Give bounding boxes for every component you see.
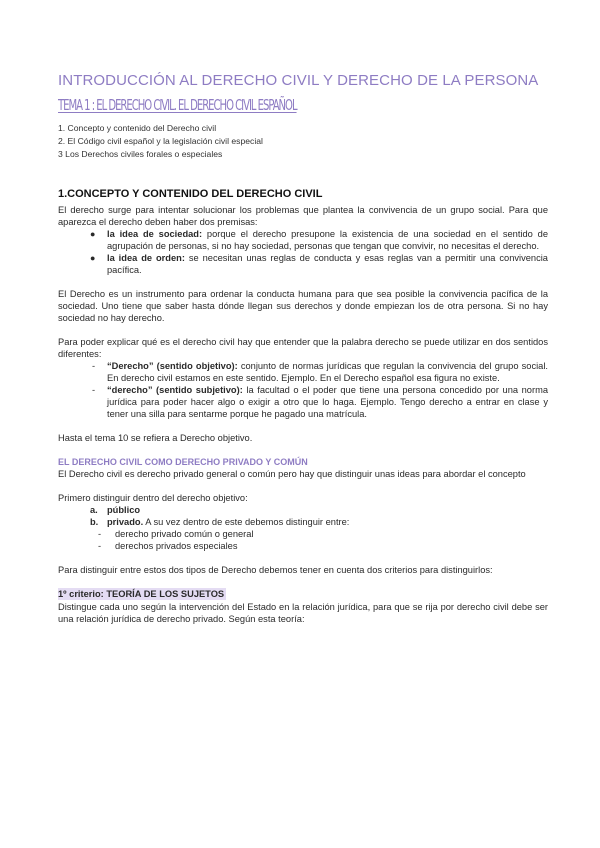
bullet-icon: ● xyxy=(90,253,96,263)
paragraph: Para poder explicar qué es el derecho civil hay que entender que la palabra derecho se puede utilizar en dos sentidos diferentes: xyxy=(58,337,548,359)
criterion-heading: 1º criterio: TEORÍA DE LOS SUJETOS xyxy=(58,589,225,599)
subsection-heading: EL DERECHO CIVIL COMO DERECHO PRIVADO Y COMÚN xyxy=(58,457,308,467)
list-item xyxy=(90,516,548,528)
paragraph: Para distinguir entre estos dos tipos de Derecho debemos tener en cuenta dos criterios para distinguirlos: xyxy=(58,565,493,575)
dash-icon: - xyxy=(98,541,102,551)
law-type-list xyxy=(58,504,548,528)
dash-icon: - xyxy=(92,361,96,371)
document-title: INTRODUCCIÓN AL DERECHO CIVIL Y DERECHO DE LA PERSONA xyxy=(58,72,539,89)
document-body xyxy=(58,188,548,625)
definition: se necesitan unas reglas de conducta y esas reglas van a permitir una convivencia pacífica. xyxy=(107,253,548,275)
dash-icon: - xyxy=(92,385,96,395)
list-item xyxy=(90,504,548,516)
bullet-icon: ● xyxy=(90,229,96,239)
section-heading: 1.CONCEPTO Y CONTENIDO DEL DERECHO CIVIL xyxy=(58,188,323,200)
definition: A su vez dentro de este debemos distinguir entre: xyxy=(143,517,350,527)
list-item xyxy=(90,228,548,252)
table-of-contents xyxy=(58,122,263,161)
definition: porque el derecho presupone la existencia de una sociedad en el sentido de agrupación de personas, si no hay sociedad, personas que tengan que convivir, no necesitas el derecho. xyxy=(107,229,549,251)
paragraph: Distingue cada uno según la intervención del Estado en la relación jurídica, para que se rija por derecho civil debe ser una relación jurídica de derecho privado. Según esta teoría: xyxy=(58,602,548,624)
list-item xyxy=(92,360,548,384)
toc-item: 3 Los Derechos civiles forales o especiales xyxy=(58,149,223,159)
dash-icon: - xyxy=(98,529,102,539)
term: la idea de orden: xyxy=(107,253,185,263)
paragraph: El Derecho es un instrumento para ordenar la conducta humana para que sea posible la convivencia pacífica de la sociedad. Uno tiene que saber hasta dónde llegan sus derechos y donde empiezan los de otra persona. Si no hay sociedad no hay derecho. xyxy=(58,289,548,323)
definition: la facultad o el poder que tiene una persona concedido por una norma jurídica para poder hacer algo o exigir a otro que lo haga. Ejemplo. Tengo derecho a entrar en clase y tener una silla para sentarme porque he pagado una matrícula. xyxy=(107,385,548,419)
definition: conjunto de normas jurídicas que regulan la convivencia del grupo social. En derecho civil estamos en este sentido. Ejemplo. En el Derecho español esa figura no existe. xyxy=(107,361,548,383)
premises-list xyxy=(58,228,548,276)
senses-list xyxy=(58,360,548,420)
list-marker: a. xyxy=(90,505,98,515)
term: “Derecho” (sentido objetivo): xyxy=(107,361,238,371)
term: público xyxy=(107,505,141,515)
list-item: - derechos privados especiales xyxy=(98,541,238,551)
paragraph: El Derecho civil es derecho privado general o común pero hay que distinguir unas ideas para abordar el concepto xyxy=(58,469,526,479)
toc-item: 2. El Código civil español y la legislación civil especial xyxy=(58,136,263,146)
topic-subtitle: TEMA 1 : EL DERECHO CIVIL. EL DERECHO CIVIL ESPAÑOL xyxy=(58,96,297,114)
toc-item: 1. Concepto y contenido del Derecho civil xyxy=(58,123,217,133)
paragraph: Primero distinguir dentro del derecho objetivo: xyxy=(58,493,248,503)
paragraph: Hasta el tema 10 se refiera a Derecho objetivo. xyxy=(58,433,253,443)
paragraph: El derecho surge para intentar solucionar los problemas que plantea la convivencia de un grupo social. Para que aparezca el derecho deben haber dos premisas: xyxy=(58,205,548,227)
list-item xyxy=(92,384,548,420)
list-item: - derecho privado común o general xyxy=(98,529,254,539)
list-marker: b. xyxy=(90,517,99,527)
list-item xyxy=(90,252,548,276)
term: privado. xyxy=(107,517,144,527)
private-law-list xyxy=(58,528,548,552)
term: la idea de sociedad: xyxy=(107,229,203,239)
term: “derecho” (sentido subjetivo): xyxy=(107,385,243,395)
